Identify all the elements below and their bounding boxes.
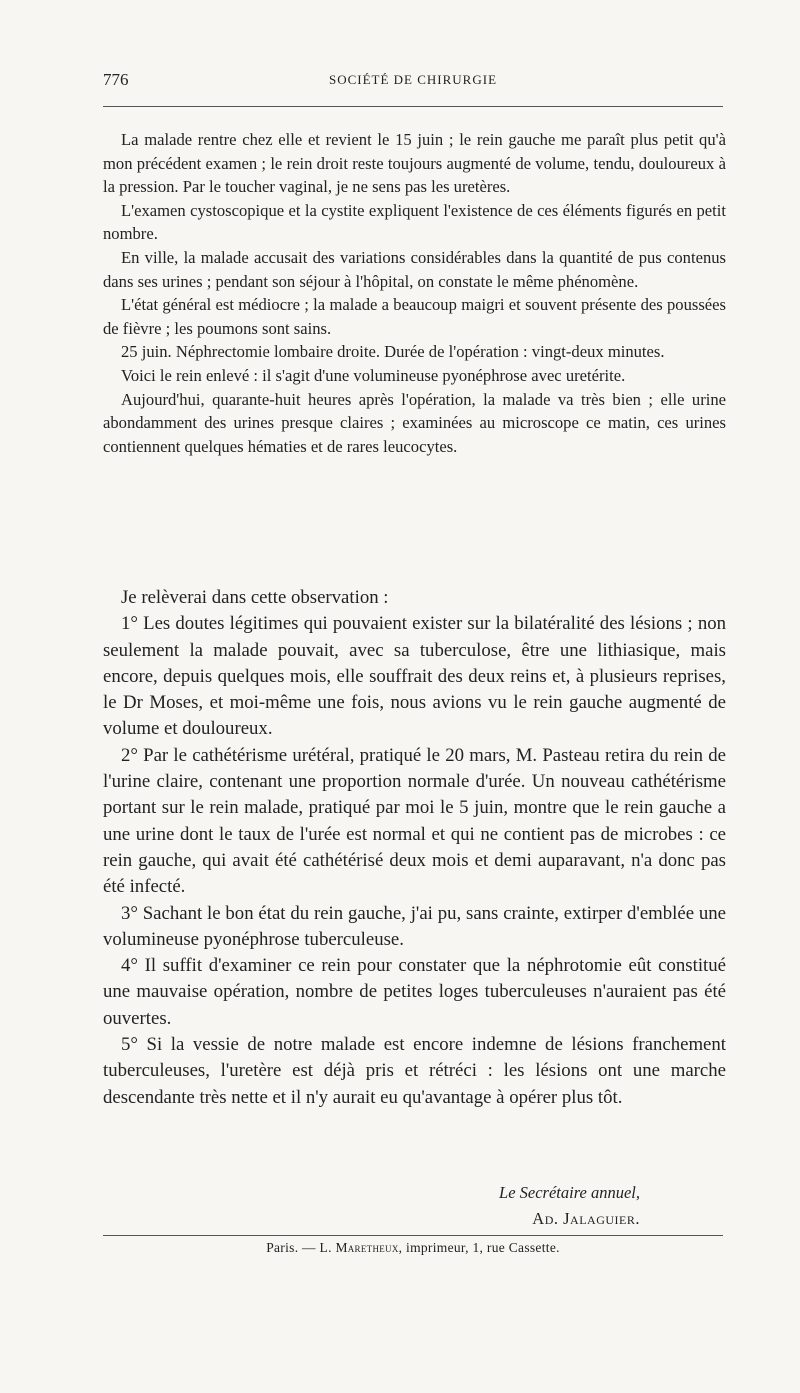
footer-rule xyxy=(103,1235,723,1236)
page-number: 776 xyxy=(103,70,129,89)
paragraph: En ville, la malade accusait des variations considérables dans la quantité de pus contenus dans ses urines ; pendant son séjour à l'hôpital, on constate le même phénomène. xyxy=(103,247,726,291)
paragraph: L'examen cystoscopique et la cystite expliquent l'existence de ces éléments figurés en petit nombre. xyxy=(103,200,726,244)
printer-imprint xyxy=(103,1240,723,1256)
paragraph: L'état général est médiocre ; la malade a beaucoup maigri et souvent présente des poussées de fièvre ; les poumons sont sains. xyxy=(103,295,726,338)
header-rule xyxy=(103,106,723,107)
paragraph: Voici le rein enlevé : il s'agit d'une volumineuse pyonéphrose avec uretérite. xyxy=(121,365,626,385)
imprint-printer: L. Maretheux, xyxy=(319,1240,403,1255)
imprint-city: Paris. — xyxy=(266,1240,316,1255)
observations-text xyxy=(103,585,726,1111)
signature-name: Ad. Jalaguier. xyxy=(532,1209,640,1228)
signature-role: Le Secrétaire annuel, xyxy=(499,1183,640,1202)
running-title: SOCIÉTÉ DE CHIRURGIE xyxy=(328,72,498,87)
paragraph: Aujourd'hui, quarante-huit heures après l'opération, la malade va très bien ; elle urine abondamment des urines presque claires ; examinées au microscope ce matin, ces urines contiennent quelques hématies et de rares leucocytes. xyxy=(103,389,726,456)
paragraph: 3° Sachant le bon état du rein gauche, j'ai pu, sans crainte, extirper d'emblée une volumineuse pyonéphrose tuberculeuse. xyxy=(103,902,726,950)
signature-block xyxy=(103,1180,640,1232)
paragraph: 4° Il suffit d'examiner ce rein pour constater que la néphrotomie eût constitué une mauvaise opération, nombre de petites loges tuberculeuses n'auraient pas été ouvertes. xyxy=(103,955,726,1029)
page-header xyxy=(103,70,723,96)
paragraph: Je relèverai dans cette observation : xyxy=(121,587,389,608)
paragraph: 5° Si la vessie de notre malade est encore indemne de lésions franchement tuberculeuses, l'uretère est déjà pris et rétréci : les lésions ont une marche descendante très nette et il n'y aurait eu qu'avantage à opérer plus tôt. xyxy=(103,1034,726,1108)
imprint-address: imprimeur, 1, rue Cassette. xyxy=(406,1240,560,1255)
paragraph: 25 juin. Néphrectomie lombaire droite. Durée de l'opération : vingt-deux minutes. xyxy=(121,342,665,362)
case-report-text xyxy=(103,128,726,458)
paragraph: 1° Les doutes légitimes qui pouvaient exister sur la bilatéralité des lésions ; non seulement la malade pouvait, avec sa tuberculose, être une lithiasique, mais encore, depuis quelques mois, elle souffrait des deux reins et, à plusieurs reprises, le Dr Moses, et moi-même une fois, nous avions vu le rein gauche augmenté de volume et douloureux. xyxy=(103,613,726,740)
paragraph: 2° Par le cathétérisme urétéral, pratiqué le 20 mars, M. Pasteau retira du rein de l'urine claire, contenant une proportion normale d'urée. Un nouveau cathétérisme portant sur le rein malade, pratiqué par moi le 5 juin, montre que le rein gauche a une urine dont le taux de l'urée est normal et qui ne contient pas de microbes : ce rein gauche, qui avait été cathétérisé deux mois et demi auparavant, n'a donc pas été infecté. xyxy=(103,744,726,898)
paragraph: La malade rentre chez elle et revient le 15 juin ; le rein gauche me paraît plus petit qu'à mon précédent examen ; le rein droit reste toujours augmenté de volume, tendu, douloureux à la pression. Par le toucher vaginal, je ne sens pas les uretères. xyxy=(103,130,726,197)
